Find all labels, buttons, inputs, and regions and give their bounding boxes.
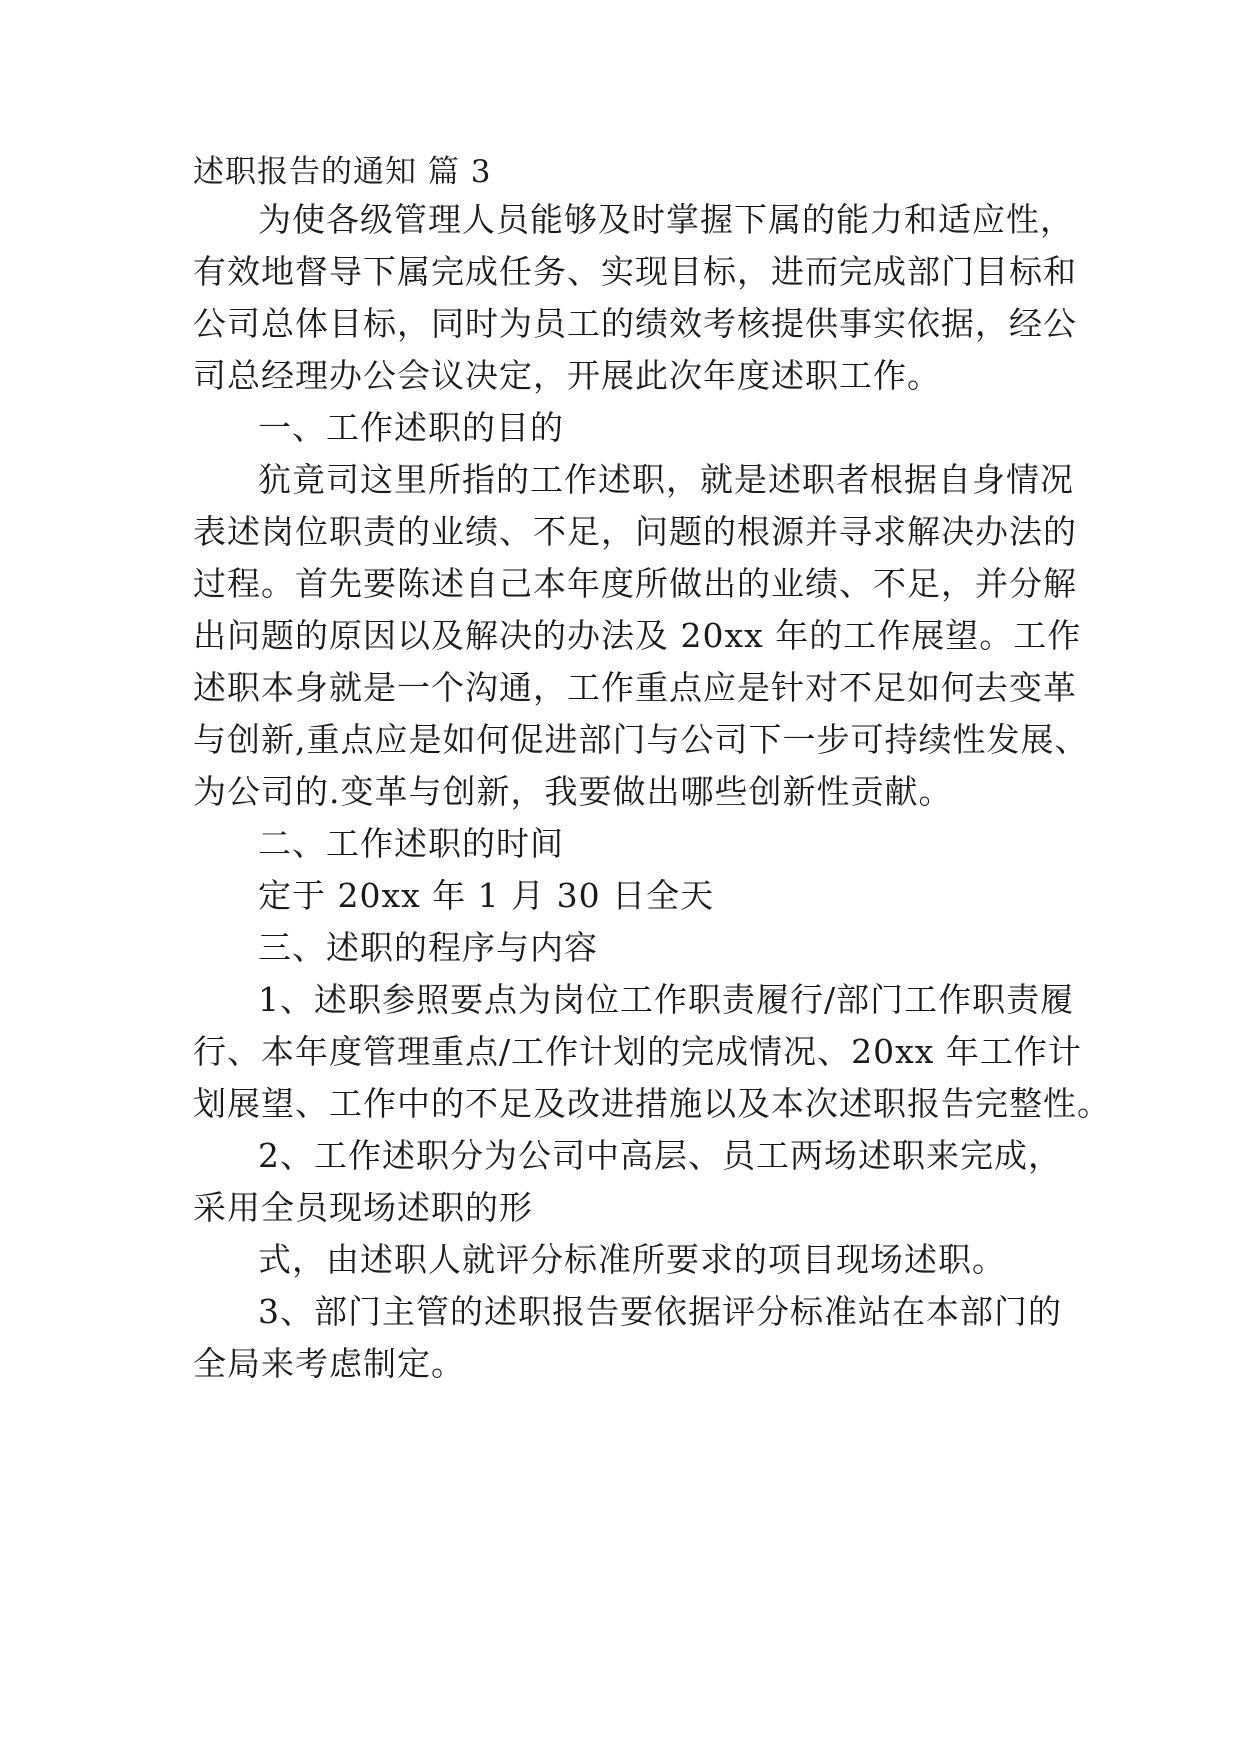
paragraph-line: 公司总体目标，同时为员工的绩效考核提供事实依据，经公 — [193, 304, 1077, 343]
paragraph-line: 式，由述职人就评分标准所要求的项目现场述职。 — [258, 1240, 1006, 1279]
paragraph-line: 有效地督导下属完成任务、实现目标，进而完成部门目标和 — [193, 252, 1077, 291]
paragraph-line: 出问题的原因以及解决的办法及 20xx 年的工作展望。工作 — [193, 616, 1082, 655]
paragraph-line: 行、本年度管理重点/工作计划的完成情况、20xx 年工作计 — [193, 1032, 1082, 1071]
section-heading: 三、述职的程序与内容 — [258, 928, 598, 967]
paragraph-line: 定于 20xx 年 1 月 30 日全天 — [258, 876, 715, 915]
paragraph-line: 1、述职参照要点为岗位工作职责履行/部门工作职责履 — [258, 980, 1075, 1019]
paragraph-line: 犺竟司这里所指的工作述职，就是述职者根据自身情况 — [258, 460, 1074, 499]
document-title: 述职报告的通知 篇 3 — [193, 154, 492, 190]
paragraph-line: 3、部门主管的述职报告要依据评分标准站在本部门的 — [258, 1292, 1062, 1331]
paragraph-line: 过程。首先要陈述自己本年度所做出的业绩、不足，并分解 — [193, 564, 1077, 603]
paragraph-line: 采用全员现场述职的形 — [193, 1188, 533, 1227]
paragraph-line: 司总经理办公会议决定，开展此次年度述职工作。 — [193, 356, 941, 395]
paragraph-line: 为公司的.变革与创新，我要做出哪些创新性贡献。 — [193, 772, 953, 811]
paragraph-line: 全局来考虑制定。 — [193, 1344, 465, 1383]
paragraph-line: 与创新,重点应是如何促进部门与公司下一步可持续性发展、 — [193, 720, 1089, 759]
paragraph-line: 述职本身就是一个沟通，工作重点应是针对不足如何去变革 — [193, 668, 1077, 707]
paragraph-line: 划展望、工作中的不足及改进措施以及本次述职报告完整性。 — [193, 1084, 1111, 1123]
paragraph-line: 为使各级管理人员能够及时掌握下属的能力和适应性， — [258, 200, 1074, 239]
paragraph-line: 表述岗位职责的业绩、不足，问题的根源并寻求解决办法的 — [193, 512, 1077, 551]
paragraph-line: 2、工作述职分为公司中高层、员工两场述职来完成， — [258, 1136, 1062, 1175]
section-heading: 一、工作述职的目的 — [258, 408, 564, 447]
section-heading: 二、工作述职的时间 — [258, 824, 564, 863]
